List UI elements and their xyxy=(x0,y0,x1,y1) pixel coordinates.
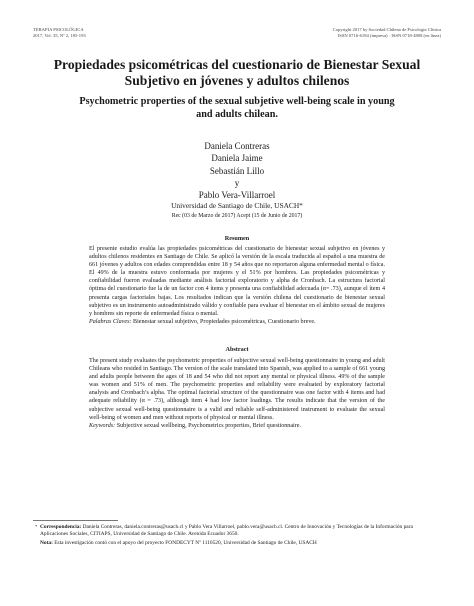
footnote-mark: * xyxy=(35,524,38,529)
copyright-header xyxy=(333,27,441,38)
author-name: Daniela Contreras xyxy=(204,141,270,151)
title-english: Psychometric properties of the sexual subjetive well-being scale in young and adults chilean. xyxy=(79,96,395,120)
abstract-section xyxy=(89,357,385,430)
note-label: Nota: xyxy=(40,540,53,546)
title-spanish: Propiedades psicométricas del cuestionario de Bienestar Sexual Subjetivo en jóvenes y adultos chilenos xyxy=(53,57,421,88)
abstract-keywords xyxy=(89,422,385,430)
correspondence-label: Correspondencia: xyxy=(40,524,82,530)
journal-name: TERAPIA PSICOLÓGICA xyxy=(33,27,84,32)
keywords-text: Subjective sexual wellbeing, Psychometrics properties, Brief questionnaire. xyxy=(115,422,301,429)
journal-volume: 2017, Vol. 35, Nº 2, 185-193 xyxy=(33,32,86,38)
keywords-label: Keywords: xyxy=(89,422,116,429)
footnote-funding xyxy=(40,540,442,547)
resumen-section xyxy=(89,245,385,326)
received-accepted-dates: Rec (03 de Marzo de 2017) Acept (15 de Junio de 2017) xyxy=(171,213,303,219)
footnote-divider xyxy=(33,520,118,521)
keywords-label: Palabras Claves: xyxy=(89,318,132,325)
resumen-heading: Resumen xyxy=(224,235,250,242)
author-name: Sebastián Lillo xyxy=(209,165,265,176)
author-block xyxy=(0,140,474,211)
footnote-correspondence xyxy=(35,524,442,539)
journal-header xyxy=(33,27,86,38)
resumen-body: El presente estudio evalúa las propiedades psicométricas del cuestionario de bienestar sexual subjetivo en jóvenes y adultos chilenos residentes en Santiago de Chile. Se aplicó la versión de la escala traducida al español a una muestra de 661 jóvenes y adultos con edades comprendidas entre 18 y 54 años que no reportaron alguna enfermedad mental o física. El 49% de la muestra estuvo conformada por mujeres y el 51% por hombres. Las propiedades psicométricas y confiabilidad fueron evaluadas mediante análisis factorial exploratorio y alpha de Cronbach. La estructura factorial óptima del cuestionario fue la de un factor con 4 ítems y presenta una confiabilidad adecuada (α= .73), aunque el ítem 4 presenta cargas factoriales bajas. Los resultados indican que la versión chilena del cuestionario de bienestar sexual subjetivo es un instrumento autoadministrado válido y confiable para evaluar el bienestar en el ámbito sexual de mujeres y hombres sin reporte de enfermedad física o mental. xyxy=(89,246,385,317)
author-conjunction: y xyxy=(234,177,240,188)
author-name: Pablo Vera-Villarroel xyxy=(198,190,276,201)
abstract-body: The present study evaluates the psychometric properties of subjective sexual well-being questionnaire in young and adult Chileans who resided in Santiago. The version of the scale translated into Spanish, was applied to a sample of 661 young and adults people between the ages of 18 and 54 who did not report any mental or physical illness. 49% of the sample was women and 51% of men. The psychometric properties and reliability were evaluated by exploratory factorial analysis and Cronbach’s alpha. The optimal factorial structure of the questionnaire was one factor with 4 items and had adequate reliability (α = .73), although item 4 had low factor loadings. The results indicate that the version of the subjective sexual well-being questionnaire is a valid and reliable self-administered instrument to evaluate the sexual well-being of women and men without reports of physical or mental illness. xyxy=(89,358,385,421)
affiliation: Universidad de Santiago de Chile, USACH* xyxy=(171,201,303,211)
correspondence-text: Daniela Contreras, daniela.contreras@usach.cl y Pablo Vera Villarroel, pablo.vera@usach.cl. Centro de Innovación y Tecnologías de la Información para Aplicaciones Sociales, CITIAPS, Universidad de Santiago de Chile. Avenida Ecuador 3650. xyxy=(40,524,413,538)
keywords-text: Bienestar sexual subjetivo, Propiedades psicométricas, Cuestionario breve. xyxy=(131,318,316,325)
copyright-line: Copyright 2017 by Sociedad Chilena de Psicología Clínica xyxy=(332,27,441,32)
abstract-heading: Abstract xyxy=(225,346,249,353)
issn-line: ISSN 0716-6184 (impresa) · ISSN 0718-4808 (en línea) xyxy=(337,32,441,38)
resumen-keywords xyxy=(89,318,385,326)
author-name: Daniela Jaime xyxy=(211,153,263,164)
note-text: Esta investigación contó con el apoyo del proyecto FONDECYT Nº 1110520, Universidad de Santiago de Chile, USACH xyxy=(52,540,317,546)
